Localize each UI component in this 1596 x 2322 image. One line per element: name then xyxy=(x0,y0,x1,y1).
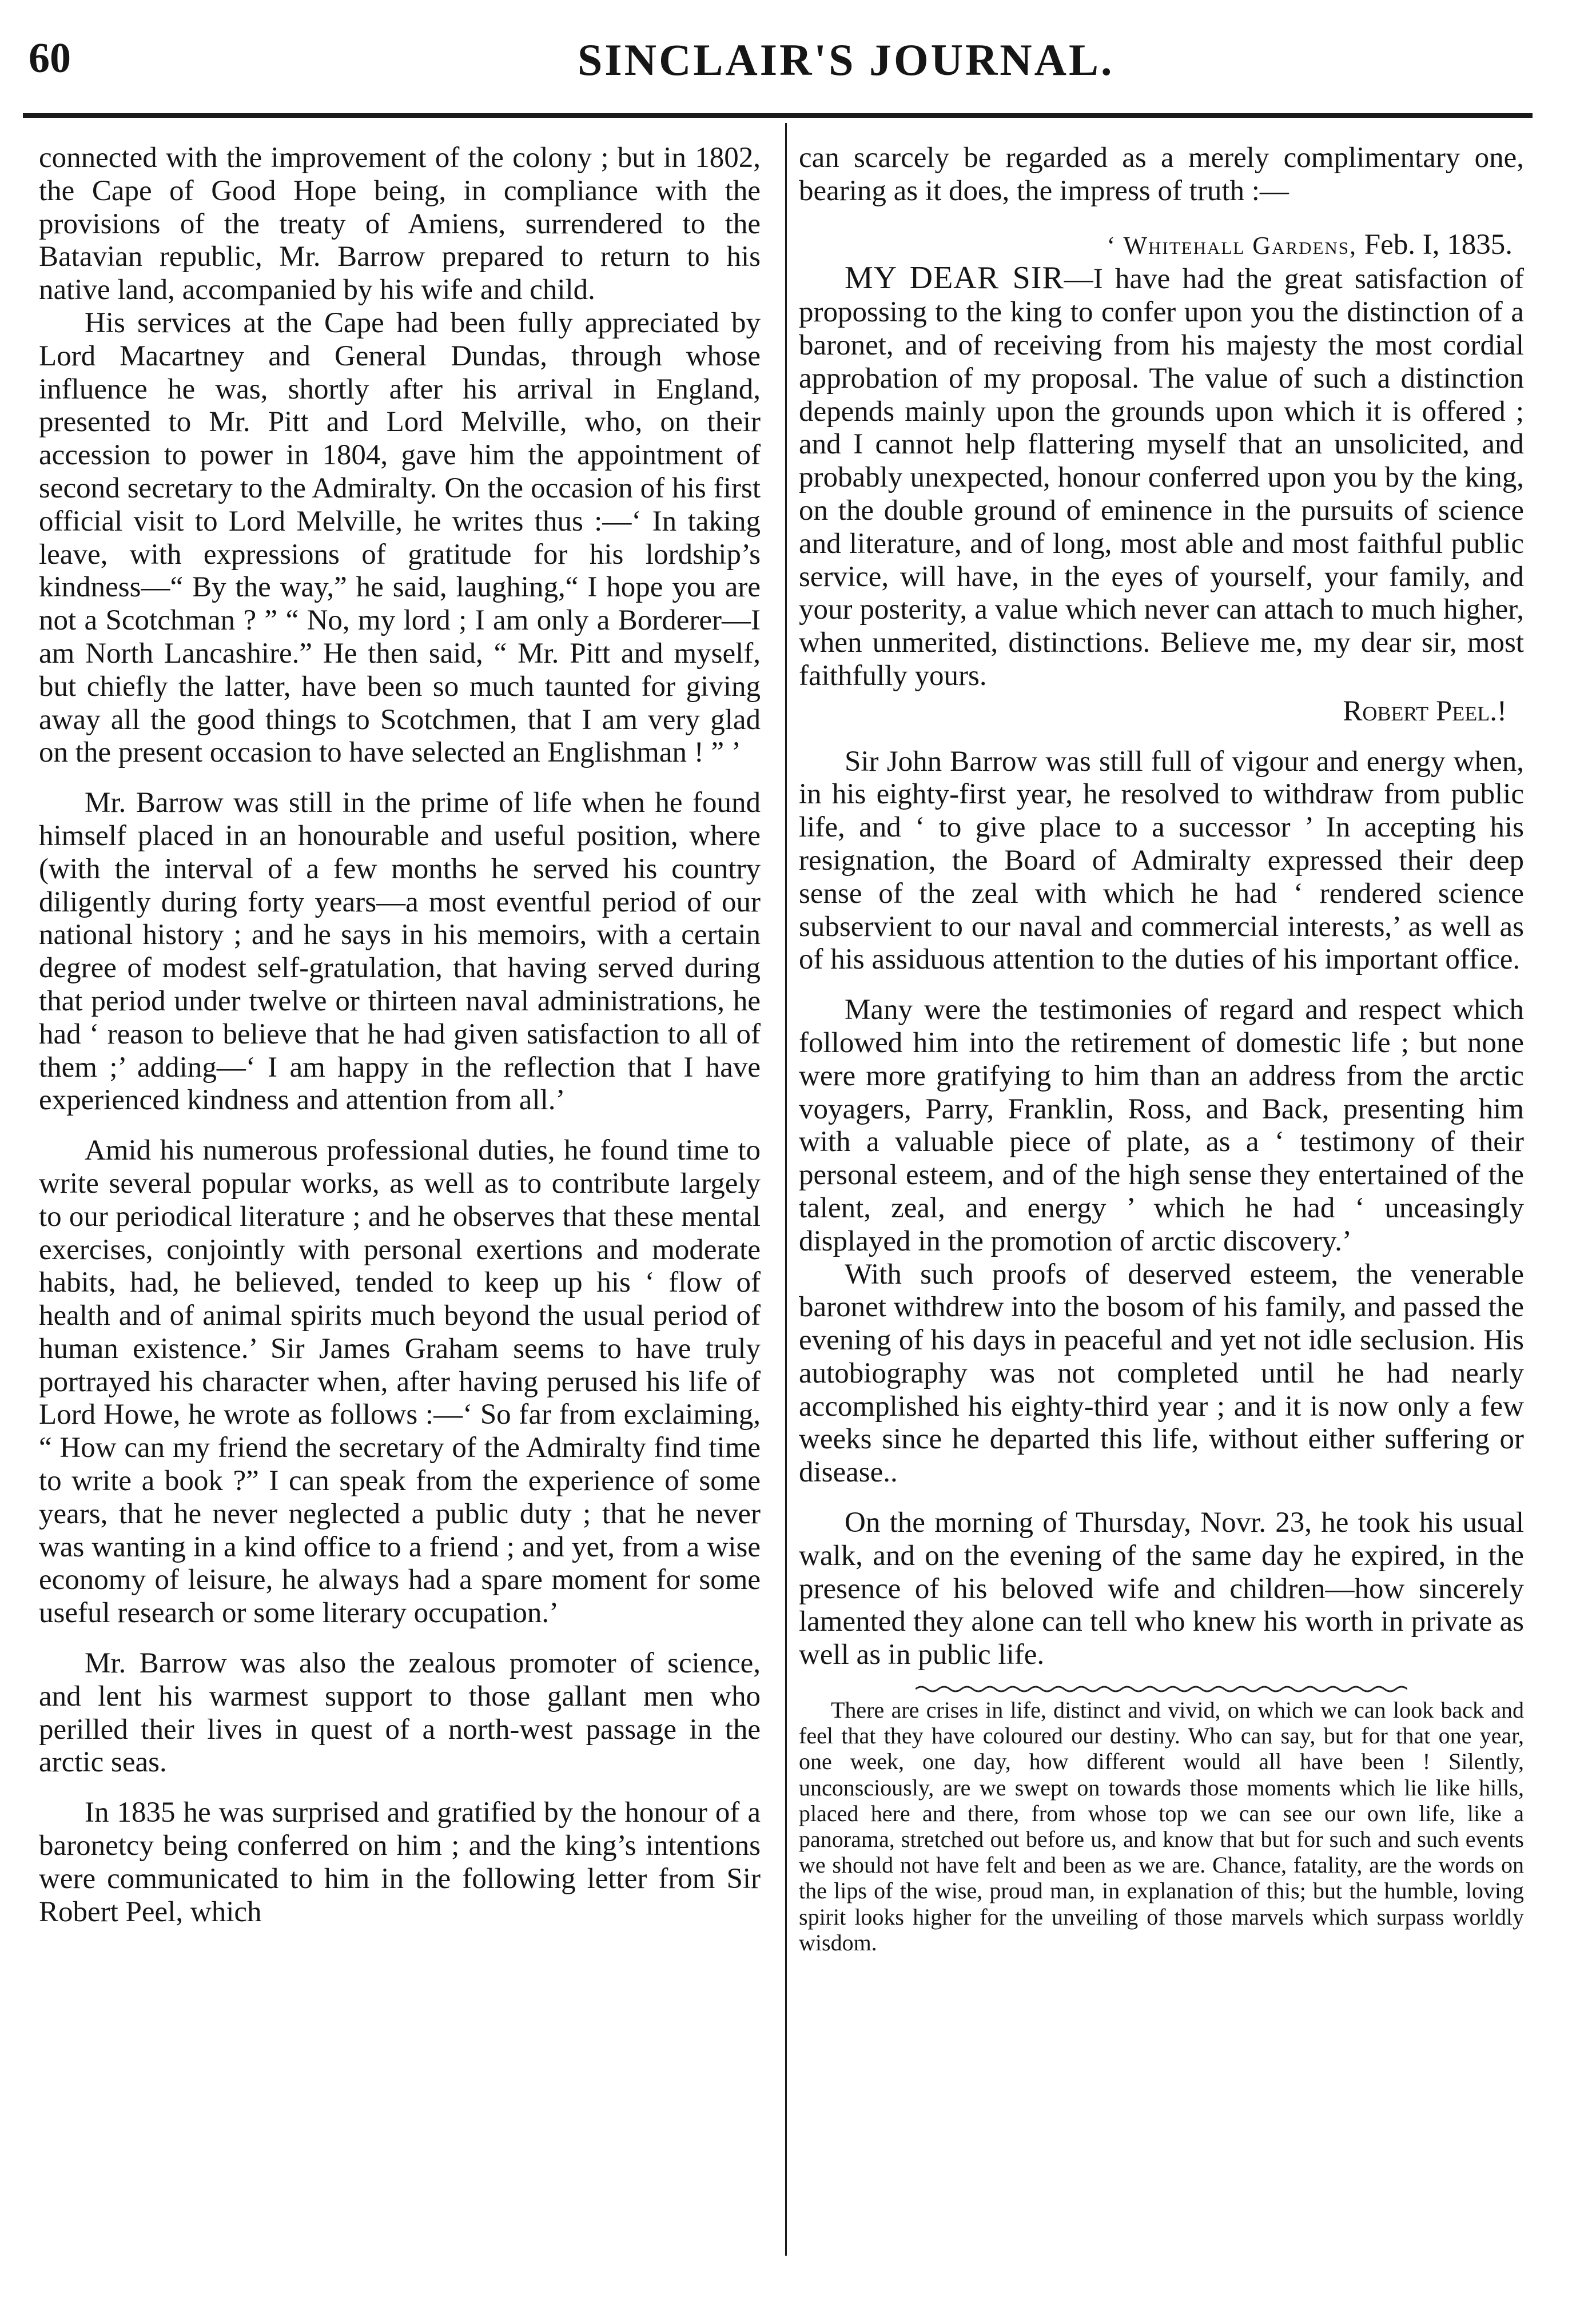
letter-body xyxy=(799,262,1524,692)
dateline-place: ‘ Whitehall Gardens, xyxy=(1107,231,1358,260)
header-rule xyxy=(23,113,1533,118)
paragraph: On the morning of Thursday, Novr. 23, he took his usual walk, and on the evening of the same day he expired, in the presence of his beloved wife and children—how sincerely lamented they alone can tell who knew his worth in private as well as in public life. xyxy=(799,1507,1524,1671)
paragraph: Mr. Barrow was also the zealous promoter of science, and lent his warmest support to those gallant men who perilled their lives in quest of a north-west passage in the arctic seas. xyxy=(39,1647,761,1779)
paragraph: Sir John Barrow was still full of vigour and energy when, in his eighty-first year, he resolved to withdraw from public life, and ‘ to give place to a successor ’ In accepting his resignation, the Board of Admiralty expressed their deep sense of the zeal with which he had ‘ rendered science subservient to our naval and commercial interests,’ as well as of his assiduous attention to the duties of his important office. xyxy=(799,745,1524,976)
letter-signature: Robert Peel.! xyxy=(1343,695,1507,727)
right-column xyxy=(799,142,1524,1955)
footnote xyxy=(799,1697,1524,1955)
letter-text: —I have had the great satisfaction of propossing to the king to confer upon you the distinction of a baronet, and of receiving from his majesty the most cordial approbation of my proposal. The value of such a distinction depends mainly upon the grounds upon which it is offered ; and I cannot help flattering myself that an unsolicited, and probably unexpected, honour conferred upon you by the king, on the double ground of eminence in the pursuits of science and literature, and of long, most able and most faithful public service, will have, in the eyes of yourself, your family, and your posterity, a value which never can attach to much higher, when unmerited, distinctions. Believe me, my dear sir, most faithfully yours. xyxy=(799,263,1524,692)
paragraph: Amid his numerous professional duties, he found time to write several popular works, as well as to contribute largely to our periodical literature ; and he observes that these mental exercises, conjointly with personal exertions and moderate habits, had, he believed, tended to keep up his ‘ flow of health and of animal spirits much beyond the usual period of human existence.’ Sir James Graham seems to have truly portrayed his character when, after having perused his life of Lord Howe, he wrote as follows :—‘ So far from exclaiming, “ How can my friend the secretary of the Admiralty find time to write a book ?” I can speak from the experience of some years, that he never neglected a public duty ; that he never was wanting in a kind office to a friend ; and yet, from a wise economy of leisure, he always had a spare moment for some useful research or some literary occupation.’ xyxy=(39,1134,761,1630)
paragraph: Many were the testimonies of regard and respect which followed him into the retirement of domestic life ; but none were more gratifying to him than an address from the arctic voyagers, Parry, Franklin, Ross, and Back, presenting him with a valuable piece of plate, as a ‘ testimony of their personal esteem, and of the high sense they entertained of the talent, zeal, and energy ’ which he had ‘ unceasingly displayed in the promotion of arctic discovery.’ xyxy=(799,994,1524,1257)
left-column xyxy=(39,142,761,1929)
paragraph: can scarcely be regarded as a merely complimentary one, bearing as it does, the impress of truth :— xyxy=(799,142,1524,207)
journal-title: SINCLAIR'S JOURNAL. xyxy=(578,35,1115,85)
dateline-date: Feb. I, 1835. xyxy=(1364,228,1513,261)
page-header xyxy=(29,34,1527,103)
wavy-ornament-icon xyxy=(916,1684,1407,1694)
paragraph: Mr. Barrow was still in the prime of life when he found himself placed in an honourable and useful position, where (with the interval of a few months he served his country diligently during forty years—a most eventful period of our national history ; and he says in his memoirs, with a certain degree of modest self-gratulation, that having served during that period under twelve or thirteen naval administrations, he had ‘ reason to believe that he had given satisfaction to all of them ;’ adding—‘ I am happy in the reflection that I have experienced kindness and attention from all.’ xyxy=(39,787,761,1117)
paragraph: In 1835 he was surprised and gratified by the honour of a baronetcy being conferred on him ; and the king’s intentions were communicated to him in the following letter from Sir Robert Peel, which xyxy=(39,1797,761,1928)
paragraph: His services at the Cape had been fully appreciated by Lord Macartney and General Dundas, through whose influence he was, shortly after his arrival in England, presented to Mr. Pitt and Lord Melville, who, on their accession to power in 1804, gave him the appointment of second secretary to the Admiralty. On the occasion of his first official visit to Lord Melville, he writes thus :—‘ In taking leave, with expressions of gratitude for his lordship’s kindness—“ By the way,” he said, laughing,“ I hope you are not a Scotchman ? ” “ No, my lord ; I am only a Borderer—I am North Lancashire.” He then said, “ Mr. Pitt and myself, but chiefly the latter, have been so much taunted for giving away all the good things to Scotchmen, that I am very glad on the present occasion to have selected an Englishman ! ” ’ xyxy=(39,306,761,769)
footnote-text: There are crises in life, distinct and vivid, on which we can look back and feel that they have coloured our destiny. Who can say, but for that one year, one week, one day, how different would all have been ! Silently, unconsciously, are we swept on towards those moments which lie like hills, placed here and there, from whose top we can see our own life, like a panorama, stretched out before us, and know that but for such and such events we should not have felt and been as we are. Chance, fatality, are the words on the lips of the wise, proud man, in explanation of this; but the humble, loving spirit looks higher for the unveiling of those marvels which surpass worldly wisdom. xyxy=(799,1697,1524,1955)
page-number: 60 xyxy=(29,35,71,82)
paragraph: With such proofs of deserved esteem, the venerable baronet withdrew into the bosom of his family, and passed the evening of his days in peaceful and yet not idle seclusion. His autobiography was not completed until he had nearly accomplished his eighty-third year ; and it is now only a few weeks since he departed this life, without either suffering or disease.. xyxy=(799,1258,1524,1489)
column-divider xyxy=(785,123,787,2256)
paragraph: connected with the improvement of the colony ; but in 1802, the Cape of Good Hope being, in compliance with the provisions of the treaty of Amiens, surrendered to the Batavian republic, Mr. Barrow prepared to return to his native land, accompanied by his wife and child. xyxy=(39,142,761,306)
letter-salutation: MY DEAR SIR xyxy=(845,260,1064,296)
letter-dateline xyxy=(799,229,1524,262)
